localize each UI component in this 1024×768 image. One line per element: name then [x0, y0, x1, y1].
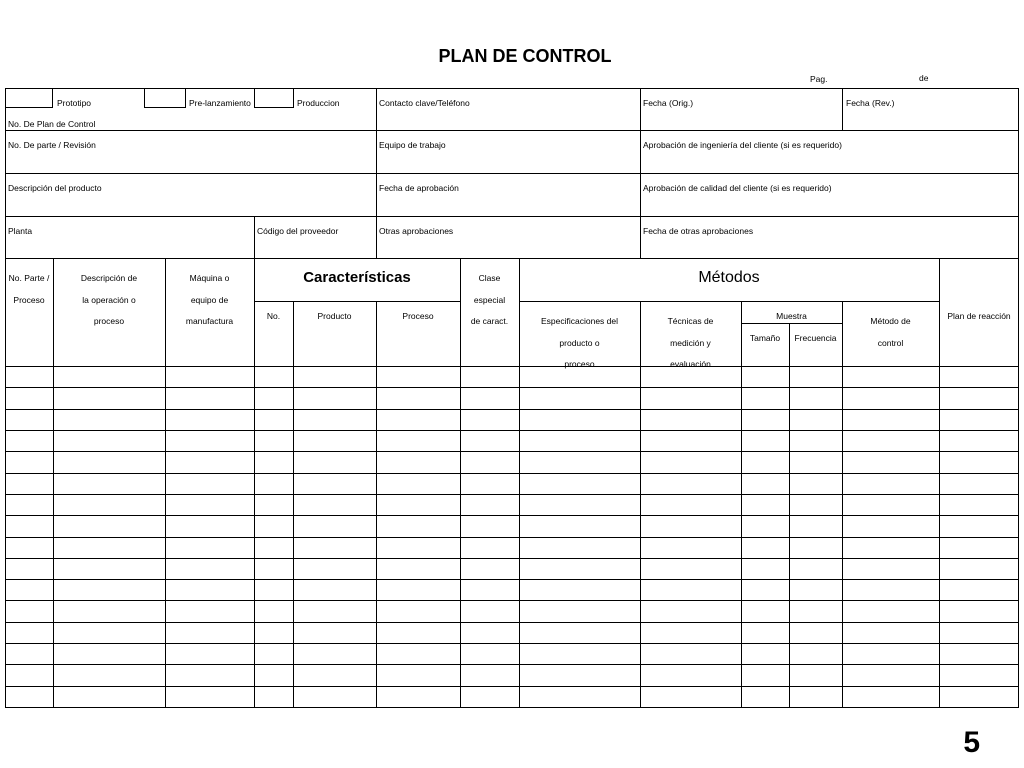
planta-label: Planta — [8, 226, 33, 236]
frecuencia-header: Frecuencia — [794, 333, 837, 343]
table-row — [5, 622, 1019, 623]
col-maquina-header: Máquina o equipo de manufactura — [185, 273, 234, 326]
prelanzamiento-checkbox[interactable] — [144, 88, 186, 108]
col-line-5 — [376, 301, 377, 708]
prelanzamiento-label: Pre-lanzamiento — [189, 98, 251, 108]
especificaciones-header: Especificaciones del producto o proceso — [540, 316, 618, 369]
clase-especial-header: Clase especial de caract. — [470, 273, 509, 326]
table-row — [5, 430, 1019, 431]
aprob-ingenieria-label: Aprobación de ingeniería del cliente (si es requerido) — [643, 140, 842, 150]
caracteristicas-underline — [254, 301, 460, 302]
col-line-3 — [254, 258, 255, 708]
col-descripcion-operacion-header: Descripción de la operación o proceso — [80, 273, 138, 326]
prototipo-checkbox[interactable] — [5, 88, 53, 108]
fecha-aprobacion-label: Fecha de aprobación — [379, 183, 459, 193]
col-line-4 — [293, 301, 294, 708]
table-row — [5, 473, 1019, 474]
header-row-line-1 — [5, 130, 1019, 131]
page-number: 5 — [963, 726, 980, 759]
aprob-calidad-label: Aprobación de calidad del cliente (si es requerido) — [643, 183, 832, 193]
document-title: PLAN DE CONTROL — [438, 46, 612, 66]
tecnicas-header: Técnicas de medición y evaluación — [667, 316, 714, 369]
table-row — [5, 537, 1019, 538]
table-row — [5, 579, 1019, 580]
page-label: Pag. — [810, 74, 828, 84]
no-parte-revision-label: No. De parte / Revisión — [8, 140, 96, 150]
table-row — [5, 558, 1019, 559]
table-row — [5, 686, 1019, 687]
fecha-rev-label: Fecha (Rev.) — [846, 98, 895, 108]
plan-reaccion-header: Plan de reacción — [947, 311, 1011, 321]
table-row — [5, 366, 1019, 367]
header-row-line-4 — [5, 258, 1019, 259]
header-divider-3 — [842, 88, 843, 131]
form-border-bottom — [5, 707, 1019, 708]
table-row — [5, 600, 1019, 601]
table-row — [5, 409, 1019, 410]
muestra-header: Muestra — [776, 311, 807, 321]
form-border-left — [5, 88, 6, 708]
table-row — [5, 515, 1019, 516]
car-producto-header: Producto — [317, 311, 352, 321]
table-row — [5, 494, 1019, 495]
table-row — [5, 643, 1019, 644]
metodos-header: Métodos — [698, 269, 760, 286]
produccion-label: Produccion — [297, 98, 340, 108]
page-of-label: de — [919, 73, 929, 83]
col-no-parte-header: No. Parte / Proceso — [8, 273, 50, 305]
caracteristicas-header: Características — [303, 269, 411, 286]
col-line-11 — [842, 301, 843, 708]
produccion-checkbox[interactable] — [254, 88, 294, 108]
codigo-proveedor-label: Código del proveedor — [257, 226, 339, 236]
fecha-orig-label: Fecha (Orig.) — [643, 98, 694, 108]
header-row-line-2 — [5, 173, 1019, 174]
otras-aprobaciones-label: Otras aprobaciones — [379, 226, 454, 236]
contacto-label: Contacto clave/Teléfono — [379, 98, 470, 108]
col-line-12 — [939, 258, 940, 708]
prototipo-label: Prototipo — [57, 98, 92, 108]
table-row — [5, 387, 1019, 388]
fecha-otras-aprobaciones-label: Fecha de otras aprobaciones — [643, 226, 754, 236]
descripcion-producto-label: Descripción del producto — [8, 183, 102, 193]
equipo-trabajo-label: Equipo de trabajo — [379, 140, 446, 150]
muestra-underline — [741, 323, 842, 324]
col-line-9 — [741, 301, 742, 708]
table-row — [5, 664, 1019, 665]
header-row-line-3 — [5, 216, 1019, 217]
table-row — [5, 451, 1019, 452]
form-border-right — [1018, 88, 1019, 708]
car-no-header: No. — [266, 311, 281, 321]
metodos-underline — [519, 301, 939, 302]
car-proceso-header: Proceso — [402, 311, 434, 321]
tamano-header: Tamaño — [749, 333, 781, 343]
no-plan-control-label: No. De Plan de Control — [8, 119, 96, 129]
metodo-control-header: Método de control — [870, 316, 911, 348]
